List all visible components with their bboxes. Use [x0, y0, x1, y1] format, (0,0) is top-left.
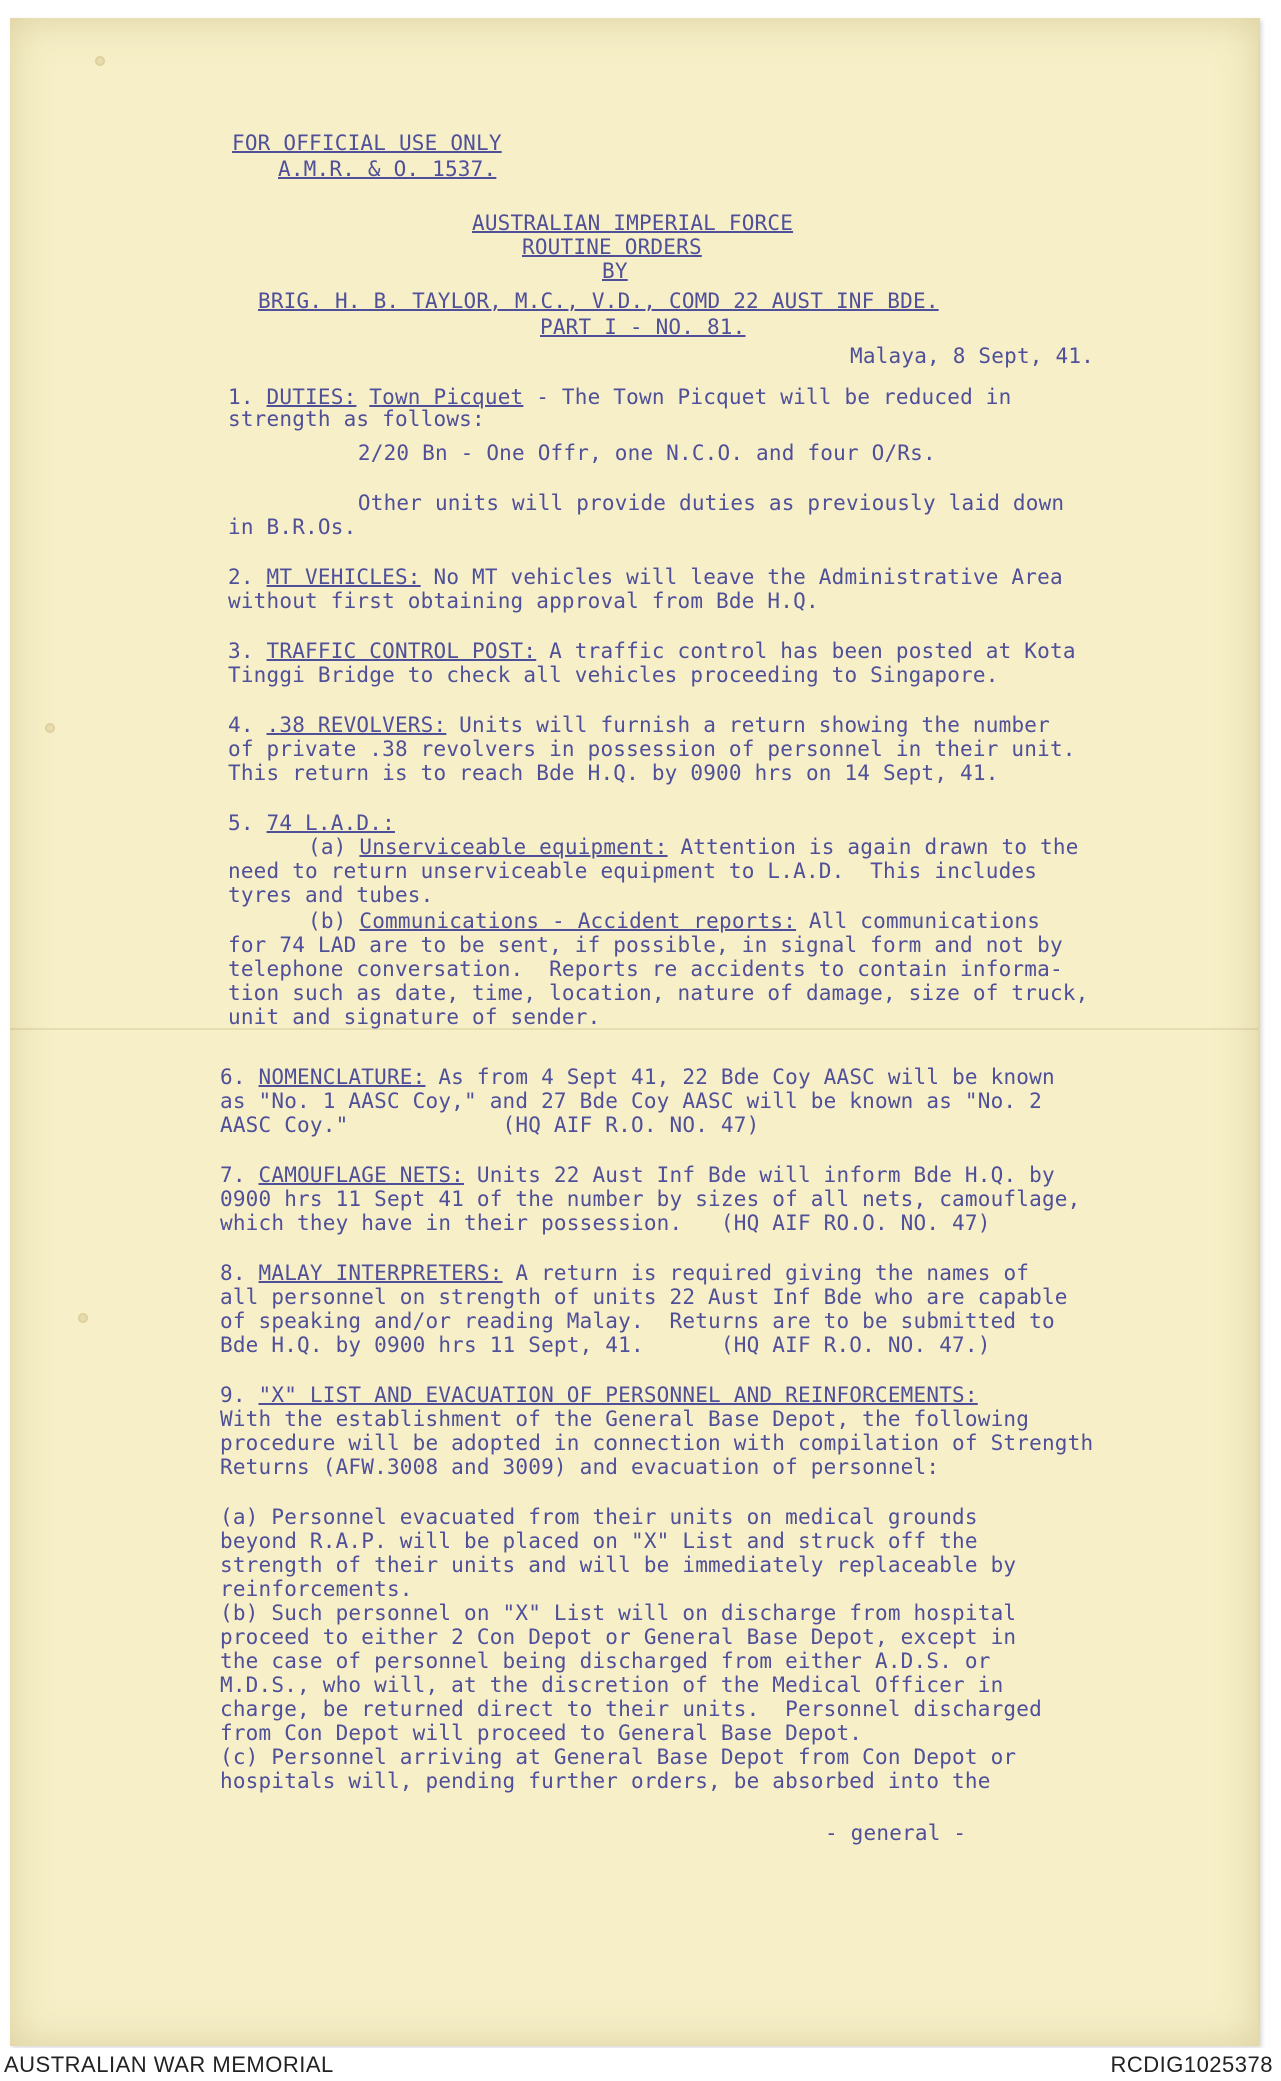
footer-credit: AUSTRALIAN WAR MEMORIAL	[4, 2052, 334, 2077]
order-line: procedure will be adopted in connection with compilation of Strength	[220, 1431, 1094, 1455]
order-line: Tinggi Bridge to check all vehicles proceeding to Singapore.	[228, 663, 999, 687]
order-item-6: 6. NOMENCLATURE: As from 4 Sept 41, 22 Bde Coy AASC will be known	[220, 1065, 1055, 1089]
place-date: Malaya, 8 Sept, 41.	[850, 344, 1095, 368]
order-line: tion such as date, time, location, nature of damage, size of truck,	[228, 981, 1089, 1005]
order-line: the case of personnel being discharged from either A.D.S. or	[220, 1649, 991, 1673]
order-line: Returns (AFW.3008 and 3009) and evacuation of personnel:	[220, 1455, 940, 1479]
order-line: without first obtaining approval from Bde H.Q.	[228, 589, 819, 613]
order-line: need to return unserviceable equipment to L.A.D. This includes	[228, 859, 1038, 883]
order-line: 2/20 Bn - One Offr, one N.C.O. and four O/Rs.	[268, 441, 936, 465]
order-line: strength of their units and will be immediately replaceable by	[220, 1553, 1017, 1577]
order-item-9: 9. "X" LIST AND EVACUATION OF PERSONNEL AND REINFORCEMENTS:	[220, 1383, 978, 1407]
order-line: proceed to either 2 Con Depot or General Base Depot, except in	[220, 1625, 1017, 1649]
catchword: - general -	[825, 1821, 967, 1845]
pin-hole	[78, 1313, 88, 1323]
order-line: M.D.S., who will, at the discretion of the Medical Officer in	[220, 1673, 1004, 1697]
order-line: for 74 LAD are to be sent, if possible, in signal form and not by	[228, 933, 1063, 957]
doc-subtitle: ROUTINE ORDERS	[522, 235, 702, 259]
order-line: hospitals will, pending further orders, be absorbed into the	[220, 1769, 991, 1793]
official-use-line: FOR OFFICIAL USE ONLY	[232, 131, 502, 155]
doc-title: AUSTRALIAN IMPERIAL FORCE	[472, 211, 794, 235]
doc-by: BY	[602, 259, 628, 283]
issuing-officer: BRIG. H. B. TAYLOR, M.C., V.D., COMD 22 AUST INF BDE.	[258, 289, 939, 313]
footer-reference: RCDIG1025378	[1110, 2052, 1273, 2077]
footer-bar	[0, 2048, 1281, 2081]
order-line: 0900 hrs 11 Sept 41 of the number by sizes of all nets, camouflage,	[220, 1187, 1081, 1211]
order-line: (c) Personnel arriving at General Base Depot from Con Depot or	[220, 1745, 1017, 1769]
order-item-3: 3. TRAFFIC CONTROL POST: A traffic control has been posted at Kota	[228, 639, 1076, 663]
amr-number: A.M.R. & O. 1537.	[278, 157, 497, 181]
order-line: strength as follows:	[228, 407, 485, 431]
order-line: in B.R.Os.	[228, 515, 357, 539]
order-line: of speaking and/or reading Malay. Returns are to be submitted to	[220, 1309, 1055, 1333]
order-subitem-5a: (a) Unserviceable equipment: Attention is again drawn to the	[308, 835, 1079, 859]
order-subitem-5b: (b) Communications - Accident reports: All communications	[308, 909, 1041, 933]
order-line: (a) Personnel evacuated from their units on medical grounds	[220, 1505, 978, 1529]
order-line: Other units will provide duties as previously laid down	[268, 491, 1065, 515]
order-line: beyond R.A.P. will be placed on "X" List and struck off the	[220, 1529, 978, 1553]
order-line: which they have in their possession. (HQ AIF RO.O. NO. 47)	[220, 1211, 991, 1235]
paper-fold	[10, 1028, 1258, 1030]
order-item-4: 4. .38 REVOLVERS: Units will furnish a return showing the number	[228, 713, 1050, 737]
order-line: unit and signature of sender.	[228, 1005, 601, 1029]
order-item-5: 5. 74 L.A.D.:	[228, 811, 395, 835]
order-line: With the establishment of the General Base Depot, the following	[220, 1407, 1030, 1431]
order-item-7: 7. CAMOUFLAGE NETS: Units 22 Aust Inf Bde will inform Bde H.Q. by	[220, 1163, 1055, 1187]
order-line: Bde H.Q. by 0900 hrs 11 Sept, 41. (HQ AIF R.O. NO. 47.)	[220, 1333, 991, 1357]
pin-hole	[95, 56, 105, 66]
order-line: AASC Coy." (HQ AIF R.O. NO. 47)	[220, 1113, 760, 1137]
order-line: This return is to reach Bde H.Q. by 0900 hrs on 14 Sept, 41.	[228, 761, 999, 785]
order-line: telephone conversation. Reports re accidents to contain informa-	[228, 957, 1063, 981]
order-line: reinforcements.	[220, 1577, 413, 1601]
order-item-8: 8. MALAY INTERPRETERS: A return is required giving the names of	[220, 1261, 1030, 1285]
order-line: tyres and tubes.	[228, 883, 434, 907]
paper-sheet	[10, 18, 1260, 2046]
order-line: of private .38 revolvers in possession of personnel in their unit.	[228, 737, 1076, 761]
pin-hole	[45, 723, 55, 733]
order-line: as "No. 1 AASC Coy," and 27 Bde Coy AASC will be known as "No. 2	[220, 1089, 1042, 1113]
part-number: PART I - NO. 81.	[540, 315, 746, 339]
order-item-2: 2. MT VEHICLES: No MT vehicles will leave the Administrative Area	[228, 565, 1063, 589]
order-item-1: 1. DUTIES: Town Picquet - The Town Picquet will be reduced in	[228, 385, 1012, 409]
order-line: charge, be returned direct to their units. Personnel discharged	[220, 1697, 1042, 1721]
order-line: all personnel on strength of units 22 Aust Inf Bde who are capable	[220, 1285, 1068, 1309]
order-line: from Con Depot will proceed to General Base Depot.	[220, 1721, 863, 1745]
order-line: (b) Such personnel on "X" List will on discharge from hospital	[220, 1601, 1017, 1625]
